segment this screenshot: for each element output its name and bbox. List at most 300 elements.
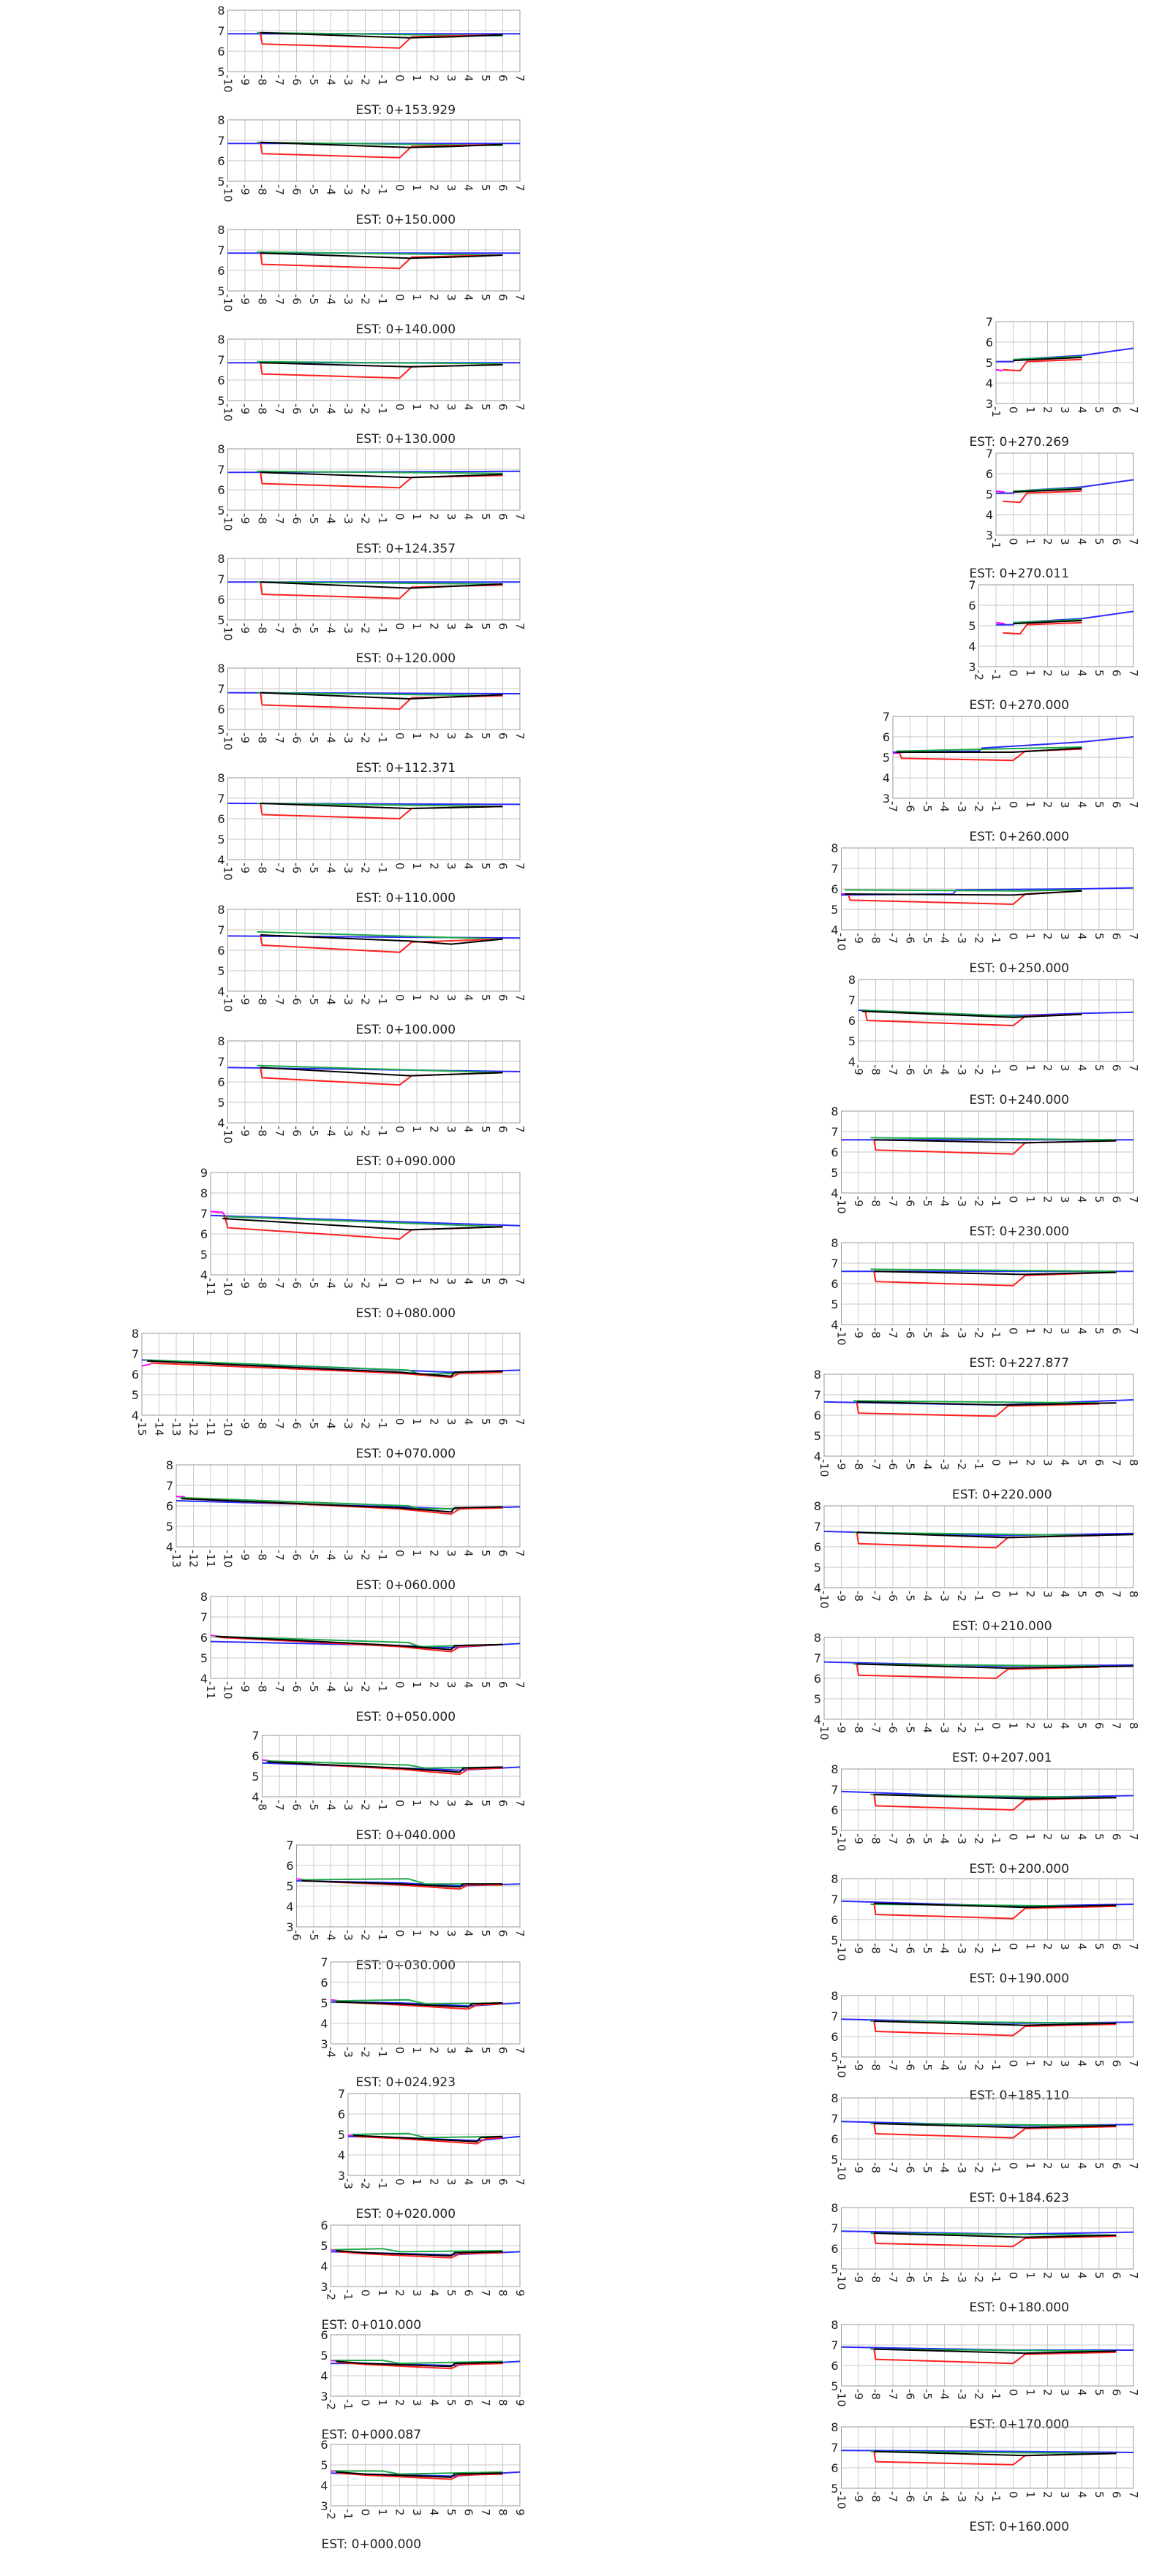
x-tick-label: -3 <box>955 2389 968 2400</box>
grid <box>996 322 1133 404</box>
x-tick-label: 4 <box>461 863 475 870</box>
x-tick-label: -5 <box>921 2162 934 2173</box>
plot-frame <box>842 2325 1134 2386</box>
y-tick-label: 6 <box>831 2461 839 2475</box>
cross-section-0+090.000 <box>217 1034 526 1169</box>
x-tick-label: 7 <box>513 994 526 1001</box>
y-tick-label: 6 <box>985 336 993 349</box>
x-tick-label: 5 <box>479 732 492 740</box>
x-tick-label: -10 <box>221 863 235 881</box>
y-tick-label: 4 <box>320 2369 328 2383</box>
grid <box>842 2325 1134 2386</box>
x-tick-label: -7 <box>273 294 286 305</box>
x-tick-label: -4 <box>324 623 338 634</box>
cross-section-0+040.000 <box>252 1729 526 1843</box>
x-tick-label: -6 <box>290 623 303 634</box>
x-tick-label: -8 <box>255 184 269 195</box>
x-tick-label: 1 <box>1024 670 1037 677</box>
x-tick-label: -8 <box>869 933 883 944</box>
x-tick-label: 2 <box>427 1550 441 1557</box>
x-tick-label: 2 <box>427 513 441 520</box>
station-label: EST: 0+110.000 <box>355 891 456 906</box>
x-tick-label: -4 <box>324 994 338 1005</box>
grid <box>858 980 1133 1061</box>
x-tick-label: -5 <box>921 933 934 944</box>
x-tick-label: -3 <box>341 1930 355 1941</box>
cross-section-0+240.000 <box>848 973 1140 1107</box>
x-tick-label: -7 <box>273 1681 286 1692</box>
x-tick-label: 0 <box>393 732 407 740</box>
x-tick-label: -4 <box>324 1930 338 1941</box>
y-tick-label: 5 <box>320 2239 328 2253</box>
x-tick-label: -3 <box>341 1800 355 1811</box>
x-tick-label: -5 <box>921 1327 934 1338</box>
cross-section-0+130.000 <box>217 333 526 447</box>
y-tick-label: 4 <box>200 1268 208 1282</box>
x-tick-label: -3 <box>341 2047 355 2058</box>
y-tick-label: 4 <box>813 1450 821 1463</box>
x-tick-label: 1 <box>376 2509 389 2516</box>
y-tick-label: 7 <box>813 1388 821 1402</box>
x-tick-label: -4 <box>324 75 338 86</box>
x-tick-label: 6 <box>496 404 510 411</box>
x-tick-label: 1 <box>410 1930 423 1937</box>
x-tick-label: -8 <box>255 1126 269 1137</box>
x-tick-label: -6 <box>886 1459 899 1470</box>
x-tick-label: -7 <box>869 1591 883 1602</box>
y-tick-label: 6 <box>320 2219 328 2232</box>
y-tick-label: 6 <box>217 944 225 958</box>
x-tick-label: -3 <box>955 801 968 812</box>
x-tick-label: 5 <box>479 1930 492 1937</box>
x-tick-label: 3 <box>1058 1196 1071 1203</box>
station-label: EST: 0+227.877 <box>969 1356 1070 1371</box>
x-tick-label: 6 <box>1109 538 1123 545</box>
x-tick-label: 1 <box>410 2047 423 2054</box>
x-tick-label: 1 <box>1024 2060 1037 2067</box>
y-tick-label: 7 <box>200 1207 208 1221</box>
x-tick-label: -10 <box>221 1681 235 1700</box>
x-tick-label: 0 <box>393 1800 407 1807</box>
x-tick-label: -1 <box>376 1681 389 1692</box>
x-tick-label: 7 <box>1127 1943 1140 1950</box>
y-tick-label: 6 <box>252 1749 260 1763</box>
x-tick-label: -6 <box>886 1722 899 1733</box>
x-tick-label: -3 <box>341 294 355 305</box>
cross-section-0+200.000 <box>831 1762 1140 1876</box>
x-tick-label: -6 <box>290 1550 303 1561</box>
x-tick-label: -6 <box>903 1064 917 1075</box>
x-tick-label: 1 <box>1006 1459 1020 1466</box>
x-tick-label: -8 <box>255 1800 269 1811</box>
x-tick-label: 4 <box>1075 406 1089 414</box>
y-tick-label: 6 <box>200 1227 208 1241</box>
x-tick-label: -2 <box>972 2491 986 2502</box>
station-label: EST: 0+024.923 <box>355 2075 456 2090</box>
x-tick-label: 4 <box>1075 2389 1089 2396</box>
y-tick-label: 8 <box>813 1368 821 1382</box>
x-tick-label: 1 <box>410 1800 423 1807</box>
x-tick-label: -2 <box>358 404 372 414</box>
y-tick-label: 5 <box>217 723 225 737</box>
x-tick-label: -4 <box>921 1722 934 1733</box>
x-tick-label: 1 <box>410 1550 423 1557</box>
x-tick-label: 0 <box>393 1681 407 1689</box>
x-tick-label: 1 <box>410 1126 423 1133</box>
x-tick-label: -8 <box>869 2491 883 2502</box>
x-tick-label: 7 <box>1127 2272 1140 2279</box>
x-tick-label: 0 <box>1006 2162 1020 2170</box>
cross-section-0+020.000 <box>338 2087 526 2221</box>
plot-frame <box>842 2098 1134 2159</box>
x-tick-label: -6 <box>903 2162 917 2173</box>
x-tick-label: 3 <box>445 184 458 192</box>
station-label: EST: 0+220.000 <box>952 1488 1052 1502</box>
y-tick-label: 7 <box>813 1651 821 1665</box>
x-tick-label: 3 <box>445 623 458 630</box>
x-tick-label: -10 <box>818 1459 831 1477</box>
station-label: EST: 0+240.000 <box>969 1093 1070 1107</box>
x-tick-label: 3 <box>1058 801 1071 808</box>
cross-section-0+140.000 <box>217 223 526 337</box>
x-tick-label: -5 <box>307 404 320 414</box>
x-tick-label: 2 <box>427 994 441 1001</box>
x-tick-label: 3 <box>410 2399 423 2406</box>
x-tick-label: 4 <box>461 513 475 520</box>
x-tick-label: -3 <box>341 2178 355 2189</box>
y-tick-label: 5 <box>831 1166 839 1180</box>
grid <box>996 453 1133 535</box>
y-tick-label: 3 <box>286 1920 294 1934</box>
x-tick-label: -4 <box>937 801 951 812</box>
y-tick-label: 5 <box>831 2262 839 2276</box>
grid <box>331 2225 521 2287</box>
x-tick-label: -11 <box>204 1681 217 1700</box>
x-tick-label: -8 <box>255 75 269 86</box>
x-tick-label: 2 <box>1041 2491 1054 2499</box>
x-tick-label: 3 <box>1058 1833 1071 1841</box>
x-tick-label: 3 <box>1058 2491 1071 2499</box>
cross-section-0+270.000 <box>968 578 1140 713</box>
cross-section-0+024.923 <box>320 1955 526 2090</box>
x-tick-label: -11 <box>204 1278 217 1296</box>
y-tick-label: 5 <box>217 394 225 408</box>
x-tick-label: 6 <box>496 184 510 192</box>
x-tick-label: -6 <box>290 1418 303 1429</box>
x-tick-label: -10 <box>834 1833 848 1852</box>
x-tick-label: -7 <box>869 1722 883 1733</box>
x-tick-label: 4 <box>1075 670 1089 677</box>
y-tick-label: 7 <box>217 682 225 696</box>
cross-section-0+210.000 <box>814 1499 1140 1634</box>
x-tick-label: 5 <box>479 1681 492 1689</box>
y-tick-label: 8 <box>831 1105 839 1118</box>
y-tick-label: 3 <box>882 792 890 806</box>
x-tick-label: 4 <box>1075 801 1089 808</box>
x-tick-label: 1 <box>1024 406 1037 414</box>
y-tick-label: 8 <box>217 662 225 675</box>
x-tick-label: 3 <box>1058 2389 1071 2396</box>
x-tick-label: 7 <box>513 1550 526 1557</box>
x-tick-label: -4 <box>937 1196 951 1207</box>
x-tick-label: -7 <box>886 2060 899 2071</box>
x-tick-label: -9 <box>852 1833 865 1844</box>
y-tick-label: 5 <box>831 2050 839 2064</box>
y-tick-label: 7 <box>831 1125 839 1139</box>
x-tick-label: -5 <box>307 75 320 86</box>
x-tick-label: 7 <box>513 294 526 301</box>
cross-section-0+060.000 <box>166 1458 526 1593</box>
x-tick-label: -1 <box>341 2509 355 2520</box>
x-tick-label: -3 <box>937 1591 951 1602</box>
x-tick-label: -2 <box>955 1722 968 1733</box>
x-tick-label: 2 <box>427 732 441 740</box>
x-tick-label: 0 <box>358 2289 372 2297</box>
x-tick-label: 6 <box>496 1126 510 1133</box>
x-tick-label: -9 <box>852 1196 865 1207</box>
x-tick-label: 3 <box>1058 2162 1071 2170</box>
black-profile-line <box>181 1499 502 1512</box>
x-tick-label: -5 <box>903 1722 917 1733</box>
y-tick-label: 4 <box>217 853 225 867</box>
x-tick-label: 2 <box>427 404 441 411</box>
x-tick-label: -10 <box>834 1196 848 1214</box>
x-tick-label: 7 <box>1109 1722 1123 1730</box>
x-tick-label: 2 <box>1041 1064 1054 1072</box>
station-label: EST: 0+160.000 <box>969 2520 1070 2534</box>
x-tick-label: 6 <box>1109 1064 1123 1072</box>
x-tick-label: 4 <box>461 1681 475 1689</box>
station-label: EST: 0+030.000 <box>355 1958 456 1973</box>
x-tick-label: -3 <box>341 1681 355 1692</box>
x-tick-label: -1 <box>989 538 1003 549</box>
magenta-profile-line <box>996 370 1003 371</box>
plot-frame <box>228 10 521 72</box>
cross-section-0+184.623 <box>831 2091 1140 2205</box>
x-tick-label: -3 <box>341 1550 355 1561</box>
y-tick-label: 5 <box>131 1388 139 1402</box>
x-tick-label: -6 <box>903 1327 917 1338</box>
x-tick-label: 6 <box>496 513 510 520</box>
x-tick-label: -1 <box>989 2389 1003 2400</box>
plot-frame <box>228 558 521 620</box>
y-tick-label: 4 <box>831 923 839 937</box>
x-tick-label: 7 <box>513 1126 526 1133</box>
y-tick-label: 4 <box>217 985 225 999</box>
x-tick-label: -6 <box>903 1943 917 1954</box>
station-label: EST: 0+010.000 <box>321 2318 422 2333</box>
y-tick-label: 5 <box>831 1824 839 1838</box>
x-tick-label: 0 <box>393 623 407 630</box>
y-tick-label: 7 <box>131 1347 139 1361</box>
x-tick-label: -7 <box>273 732 286 743</box>
station-label: EST: 0+070.000 <box>355 1447 456 1461</box>
x-tick-label: 4 <box>1075 1327 1089 1335</box>
cross-section-0+270.269 <box>970 315 1141 450</box>
x-tick-label: 8 <box>1127 1459 1140 1466</box>
x-tick-label: -2 <box>358 1126 372 1137</box>
y-tick-label: 6 <box>200 1631 208 1645</box>
x-tick-label: 2 <box>427 1681 441 1689</box>
x-tick-label: 5 <box>479 1800 492 1807</box>
station-label: EST: 0+153.929 <box>355 103 456 118</box>
y-tick-label: 5 <box>217 284 225 298</box>
red-profile-line <box>1003 623 1082 634</box>
x-tick-label: 2 <box>1041 1833 1054 1841</box>
x-tick-label: 4 <box>427 2289 441 2297</box>
cross-section-0+270.011 <box>970 447 1141 581</box>
x-tick-label: -4 <box>324 184 338 195</box>
x-tick-label: -8 <box>255 623 269 634</box>
x-tick-label: -1 <box>989 2162 1003 2173</box>
x-tick-label: 4 <box>461 1126 475 1133</box>
grid <box>893 716 1133 798</box>
x-tick-label: 1 <box>410 994 423 1001</box>
x-tick-label: -2 <box>358 1550 372 1561</box>
x-tick-label: 4 <box>461 184 475 192</box>
x-tick-label: 3 <box>1058 406 1071 414</box>
x-tick-label: 1 <box>376 2399 389 2406</box>
x-tick-label: -1 <box>972 1591 986 1602</box>
y-tick-label: 7 <box>831 1783 839 1797</box>
x-tick-label: -2 <box>358 1278 372 1289</box>
x-tick-label: 3 <box>445 404 458 411</box>
x-tick-label: -1 <box>376 1126 389 1137</box>
x-tick-label: 5 <box>479 2178 492 2186</box>
x-tick-label: 7 <box>1127 2389 1140 2396</box>
x-tick-label: -2 <box>358 732 372 743</box>
x-tick-label: 1 <box>1024 801 1037 808</box>
grid <box>228 558 521 620</box>
x-tick-label: 0 <box>1006 933 1020 940</box>
x-tick-label: -5 <box>307 1681 320 1692</box>
x-tick-label: -2 <box>972 1064 986 1075</box>
plot-frame <box>263 1735 521 1797</box>
cross-section-0+000.000 <box>320 2438 526 2552</box>
y-tick-label: 6 <box>217 264 225 278</box>
cross-section-0+070.000 <box>132 1327 526 1461</box>
cross-section-0+230.000 <box>831 1105 1140 1239</box>
x-tick-label: -9 <box>852 1064 865 1075</box>
x-tick-label: -3 <box>955 2491 968 2502</box>
x-tick-label: -7 <box>886 2162 899 2173</box>
x-tick-label: 1 <box>410 513 423 520</box>
x-tick-label: -7 <box>273 1126 286 1137</box>
x-tick-label: 1 <box>410 1418 423 1425</box>
y-tick-label: 7 <box>968 578 976 592</box>
x-tick-label: 3 <box>1058 1064 1071 1072</box>
x-tick-label: 6 <box>496 732 510 740</box>
x-tick-label: -2 <box>358 294 372 305</box>
station-label: EST: 0+184.623 <box>969 2191 1070 2205</box>
x-tick-label: 7 <box>513 2047 526 2054</box>
y-tick-label: 8 <box>217 333 225 346</box>
x-tick-label: -6 <box>290 404 303 414</box>
x-tick-label: 5 <box>1075 1722 1089 1730</box>
y-tick-label: 7 <box>848 993 856 1007</box>
y-tick-label: 6 <box>131 1368 139 1382</box>
x-tick-label: -4 <box>937 933 951 944</box>
x-tick-label: 4 <box>461 994 475 1001</box>
x-tick-label: 2 <box>427 75 441 82</box>
y-tick-label: 7 <box>217 243 225 257</box>
x-tick-label: 6 <box>496 75 510 82</box>
x-tick-label: -6 <box>290 1126 303 1137</box>
x-tick-label: -6 <box>903 933 917 944</box>
x-tick-label: -7 <box>886 933 899 944</box>
y-tick-label: 6 <box>831 1913 839 1927</box>
x-tick-label: -2 <box>358 623 372 634</box>
x-tick-label: -7 <box>886 1327 899 1338</box>
x-tick-label: -6 <box>903 2060 917 2071</box>
x-tick-label: 0 <box>1006 2491 1020 2499</box>
x-tick-label: -1 <box>376 863 389 874</box>
plot-frame <box>842 2427 1134 2488</box>
x-tick-label: -7 <box>886 1833 899 1844</box>
y-tick-label: 7 <box>831 2441 839 2455</box>
x-tick-label: -5 <box>903 1459 917 1470</box>
x-tick-label: 6 <box>1109 801 1123 808</box>
x-tick-label: 3 <box>445 863 458 870</box>
x-tick-label: 5 <box>1092 1327 1106 1335</box>
x-tick-label: -4 <box>324 1278 338 1289</box>
y-tick-label: 7 <box>217 463 225 477</box>
x-tick-label: -4 <box>324 1800 338 1811</box>
x-tick-label: 2 <box>427 294 441 301</box>
x-tick-label: 4 <box>1075 2491 1089 2499</box>
x-tick-label: -8 <box>869 1833 883 1844</box>
cross-section-0+050.000 <box>200 1590 526 1724</box>
x-tick-label: 1 <box>1006 1722 1020 1730</box>
x-tick-label: 2 <box>1024 1591 1037 1598</box>
y-tick-label: 8 <box>848 973 856 987</box>
station-label: EST: 0+185.110 <box>969 2088 1070 2103</box>
x-tick-label: -11 <box>204 1550 217 1568</box>
x-tick-label: 7 <box>479 2399 492 2406</box>
y-tick-label: 7 <box>831 2338 839 2352</box>
x-tick-label: 2 <box>427 2047 441 2054</box>
y-tick-label: 7 <box>217 24 225 38</box>
x-tick-label: -7 <box>886 1943 899 1954</box>
x-tick-label: -6 <box>290 513 303 524</box>
x-tick-label: -10 <box>834 933 848 951</box>
x-tick-label: 0 <box>393 513 407 520</box>
x-tick-label: -8 <box>852 1722 865 1733</box>
y-tick-label: 8 <box>200 1590 208 1604</box>
x-tick-label: 2 <box>1024 1459 1037 1466</box>
y-tick-label: 5 <box>848 1034 856 1048</box>
x-tick-label: -4 <box>937 2162 951 2173</box>
x-tick-label: 2 <box>427 863 441 870</box>
y-tick-label: 7 <box>217 923 225 937</box>
y-tick-label: 7 <box>337 2087 345 2101</box>
station-label: EST: 0+050.000 <box>355 1710 456 1724</box>
y-tick-label: 6 <box>831 882 839 896</box>
x-tick-label: 7 <box>513 1681 526 1689</box>
x-tick-label: -2 <box>358 1681 372 1692</box>
y-tick-label: 6 <box>831 2132 839 2146</box>
x-tick-label: 0 <box>358 2509 372 2516</box>
x-tick-label: 7 <box>1127 2491 1140 2499</box>
y-tick-label: 8 <box>165 1458 173 1472</box>
station-label: EST: 0+200.000 <box>969 1862 1070 1876</box>
x-tick-label: -1 <box>989 2060 1003 2071</box>
x-tick-label: -7 <box>273 75 286 86</box>
y-tick-label: 4 <box>831 1318 839 1332</box>
x-tick-label: 5 <box>1092 538 1106 545</box>
x-tick-label: -2 <box>972 2060 986 2071</box>
y-tick-label: 7 <box>831 1257 839 1270</box>
